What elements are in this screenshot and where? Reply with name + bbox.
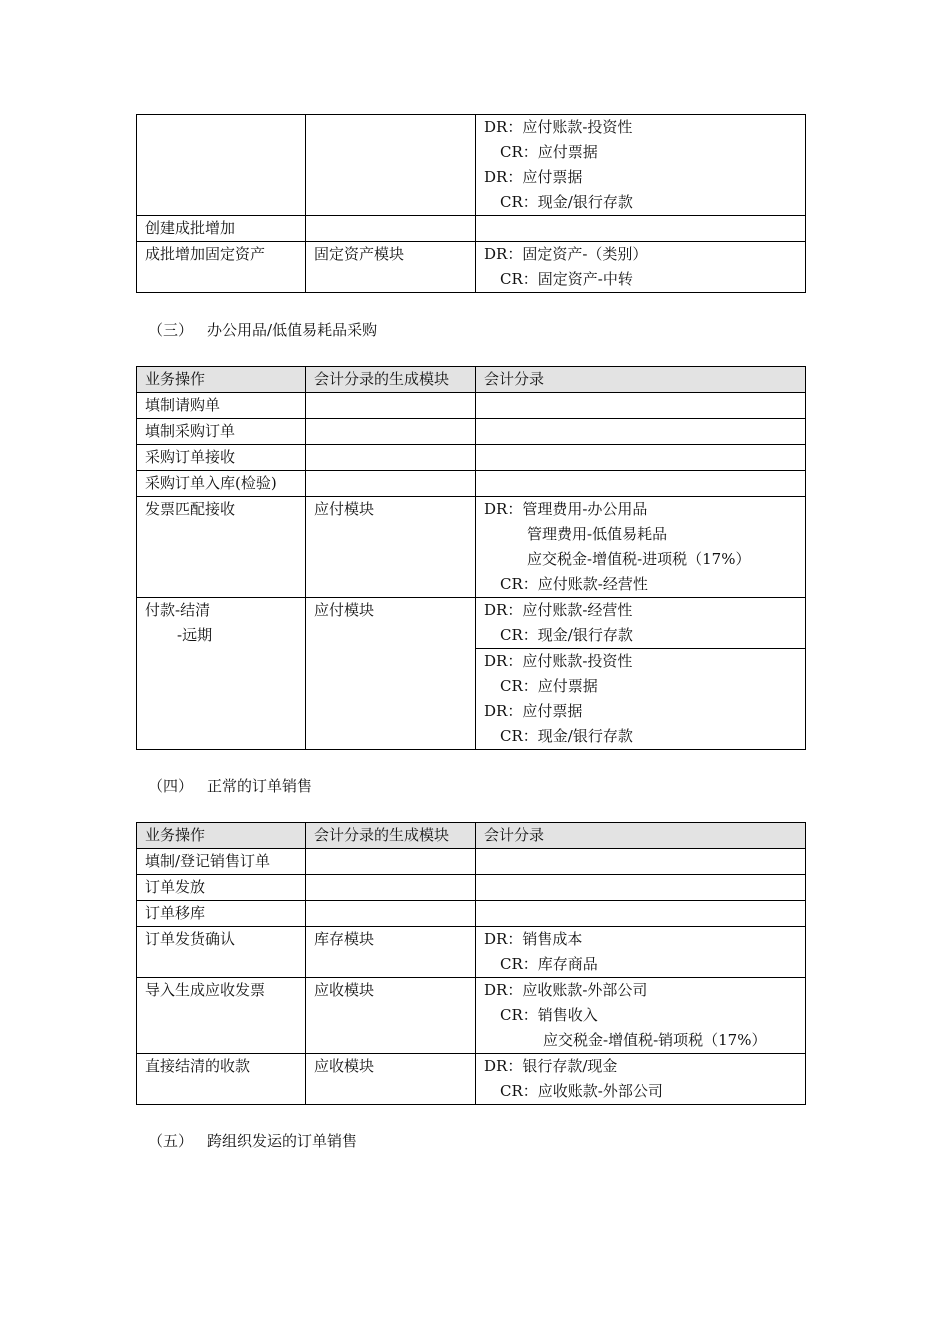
entry-line: 管理费用-低值易耗品 [527, 525, 668, 543]
cell-module [306, 393, 476, 419]
table-header-row [137, 823, 806, 849]
entry-line: CR：销售收入 [500, 1006, 598, 1024]
cell-entry [476, 242, 806, 293]
section-number: （四） [148, 777, 194, 795]
section-title: 正常的订单销售 [207, 777, 313, 795]
entry-line: CR：现金/银行存款 [500, 727, 633, 745]
cell-entry [476, 927, 806, 978]
cell-module: 应收模块 [306, 978, 476, 1054]
column-header: 会计分录 [476, 823, 806, 849]
column-header: 业务操作 [137, 823, 306, 849]
entry-line: CR：现金/银行存款 [500, 193, 633, 211]
section-number: （三） [148, 321, 194, 339]
cell-module [306, 115, 476, 216]
entry-line: CR：应付票据 [500, 143, 598, 161]
cell-operation: 创建成批增加 [137, 216, 306, 242]
cell-entry [476, 649, 806, 750]
cell-module [306, 849, 476, 875]
section-title: 办公用品/低值易耗品采购 [207, 321, 378, 339]
cell-operation: 订单发放 [137, 875, 306, 901]
entry-line: 应交税金-增值税-进项税（17%） [527, 550, 751, 568]
table-row [137, 927, 806, 978]
table-row [137, 471, 806, 497]
entry-line: DR：固定资产-（类别） [484, 245, 648, 263]
entry-line: CR：应付票据 [500, 677, 598, 695]
section-heading [148, 776, 312, 796]
cell-entry [476, 901, 806, 927]
section-heading [148, 1131, 357, 1151]
cell-module: 库存模块 [306, 927, 476, 978]
table-row [137, 598, 806, 649]
cell-module: 应收模块 [306, 1054, 476, 1105]
table-row [137, 445, 806, 471]
column-header: 会计分录 [476, 367, 806, 393]
cell-entry [476, 1054, 806, 1105]
entry-line: DR：应付票据 [484, 168, 583, 186]
cell-entry [476, 497, 806, 598]
table-header-row [137, 367, 806, 393]
section-title: 跨组织发运的订单销售 [207, 1132, 358, 1150]
cell-entry [476, 115, 806, 216]
entry-line: CR：库存商品 [500, 955, 598, 973]
cell-operation: 填制采购订单 [137, 419, 306, 445]
entry-line: DR：应收账款-外部公司 [484, 981, 648, 999]
column-header: 会计分录的生成模块 [306, 367, 476, 393]
cell-operation: 订单移库 [137, 901, 306, 927]
cell-operation: 填制请购单 [137, 393, 306, 419]
section-number: （五） [148, 1132, 194, 1150]
cell-entry [476, 419, 806, 445]
cell-operation: 填制/登记销售订单 [137, 849, 306, 875]
entry-line: DR：银行存款/现金 [484, 1057, 618, 1075]
table-fixed-assets-continued [136, 114, 806, 293]
cell-operation [137, 115, 306, 216]
cell-module [306, 216, 476, 242]
cell-operation: 采购订单接收 [137, 445, 306, 471]
cell-module: 应付模块 [306, 497, 476, 598]
cell-entry [476, 445, 806, 471]
section-heading [148, 320, 377, 340]
entry-line: DR：管理费用-办公用品 [484, 500, 648, 518]
cell-entry [476, 875, 806, 901]
cell-operation: 采购订单入库(检验) [137, 471, 306, 497]
cell-entry [476, 393, 806, 419]
table-row [137, 419, 806, 445]
table-row [137, 242, 806, 293]
cell-operation: 订单发货确认 [137, 927, 306, 978]
operation-line: 付款-结清 [145, 601, 211, 619]
entry-line: DR：应付账款-经营性 [484, 601, 633, 619]
table-row [137, 115, 806, 216]
cell-operation [137, 598, 306, 750]
operation-line: -远期 [177, 626, 213, 644]
cell-operation: 直接结清的收款 [137, 1054, 306, 1105]
entry-line: CR：应付账款-经营性 [500, 575, 648, 593]
entry-line: CR：固定资产-中转 [500, 270, 633, 288]
cell-module: 固定资产模块 [306, 242, 476, 293]
cell-module [306, 875, 476, 901]
cell-entry [476, 978, 806, 1054]
cell-entry [476, 598, 806, 649]
entry-line: DR：应付账款-投资性 [484, 652, 633, 670]
cell-entry [476, 471, 806, 497]
cell-module [306, 419, 476, 445]
entry-line: DR：应付账款-投资性 [484, 118, 633, 136]
cell-entry [476, 216, 806, 242]
entry-line: CR：应收账款-外部公司 [500, 1082, 663, 1100]
cell-operation: 导入生成应收发票 [137, 978, 306, 1054]
column-header: 业务操作 [137, 367, 306, 393]
cell-operation: 发票匹配接收 [137, 497, 306, 598]
column-header: 会计分录的生成模块 [306, 823, 476, 849]
cell-module: 应付模块 [306, 598, 476, 750]
cell-module [306, 471, 476, 497]
table-row [137, 1054, 806, 1105]
table-row [137, 875, 806, 901]
table-office-supplies-purchase [136, 366, 806, 750]
table-row [137, 978, 806, 1054]
table-row [137, 393, 806, 419]
cell-entry [476, 849, 806, 875]
table-row [137, 497, 806, 598]
cell-module [306, 901, 476, 927]
entry-line: 应交税金-增值税-销项税（17%） [543, 1031, 767, 1049]
entry-line: CR：现金/银行存款 [500, 626, 633, 644]
cell-module [306, 445, 476, 471]
table-row [137, 849, 806, 875]
entry-line: DR：应付票据 [484, 702, 583, 720]
table-row [137, 901, 806, 927]
table-normal-order-sales [136, 822, 806, 1105]
entry-line: DR：销售成本 [484, 930, 583, 948]
cell-operation: 成批增加固定资产 [137, 242, 306, 293]
table-row [137, 216, 806, 242]
